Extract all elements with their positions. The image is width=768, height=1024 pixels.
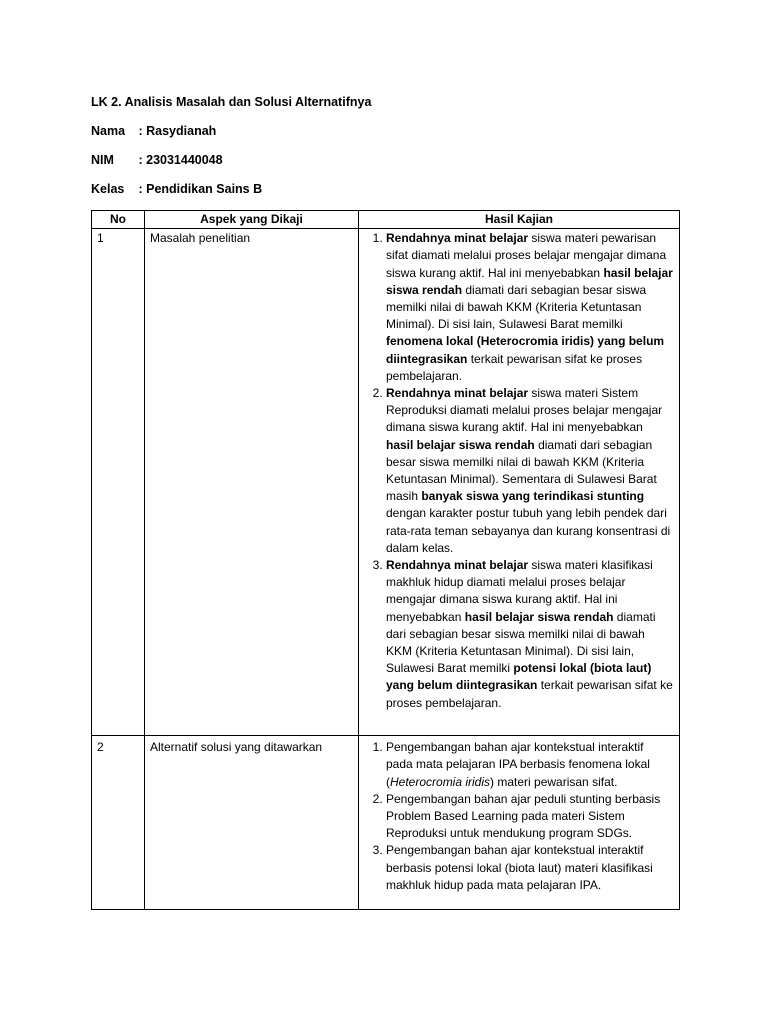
- list-item: [386, 842, 673, 894]
- bold-text: Rendahnya minat belajar: [386, 558, 529, 573]
- bold-text: banyak siswa yang terindikasi stunting: [421, 489, 645, 504]
- italic-text: Heterocromia iridis: [390, 774, 491, 789]
- field-value: : 23031440048: [138, 153, 223, 167]
- header-aspect: Aspek yang Dikaji: [145, 211, 359, 229]
- document-title: LK 2. Analisis Masalah dan Solusi Alternatifnya: [91, 95, 372, 109]
- bold-text: fenomena lokal (Heterocromia iridis) yang belum diintegrasikan: [386, 334, 665, 366]
- bold-text: hasil belajar siswa rendah: [386, 437, 535, 452]
- field-nim: [91, 153, 223, 167]
- list-item: [386, 385, 673, 557]
- field-label: Nama: [91, 124, 126, 138]
- header-no: No: [92, 211, 145, 229]
- header-result: Hasil Kajian: [359, 211, 680, 229]
- text-run: terkait pewarisan sifat ke proses pembelajaran.: [386, 678, 673, 710]
- bold-text: Rendahnya minat belajar: [386, 231, 529, 246]
- text-run: Pengembangan bahan ajar kontekstual interaktif pada mata pelajaran IPA berbasis fenomena lokal (: [386, 740, 650, 789]
- text-run: Pengembangan bahan ajar peduli stunting berbasis Problem Based Learning pada materi Sistem Reproduksi untuk mendukung program SDGs.: [386, 791, 661, 841]
- bold-text: Rendahnya minat belajar: [386, 386, 529, 401]
- text-run: diamati dari sebagian besar siswa memilki nilai di bawah KKM (Kriteria Ketuntasan Minimal). Di sisi lain, Sulawesi Barat memilki: [386, 609, 656, 676]
- bold-text: hasil belajar siswa rendah: [464, 609, 614, 624]
- text-run: ) materi pewarisan sifat.: [490, 774, 618, 789]
- list-item: [386, 739, 673, 791]
- analysis-table: [91, 210, 680, 910]
- text-run: dengan karakter postur tubuh yang lebih pendek dari rata-rata teman sebayanya dan kurang konsentrasi di dalam kelas.: [386, 506, 671, 555]
- row-result: [359, 229, 680, 736]
- text-run: siswa materi klasifikasi makhluk hidup diamati melalui proses belajar mengajar dimana siswa kurang aktif. Hal ini menyebabkan: [386, 558, 653, 624]
- text-run: diamati dari sebagian besar siswa memilki nilai di bawah KKM (Kriteria Ketuntasan Minimal). Sementara di Sulawesi Barat masih: [386, 437, 657, 504]
- list-item: [386, 230, 673, 385]
- field-value: : Pendidikan Sains B: [138, 182, 263, 196]
- result-list: [361, 230, 673, 712]
- table-header-row: [92, 211, 680, 229]
- result-list: [361, 739, 673, 894]
- row-number: 1: [92, 229, 145, 736]
- bold-text: potensi lokal (biota laut) yang belum diintegrasikan: [386, 661, 652, 693]
- field-label: NIM: [91, 153, 114, 167]
- bold-text: hasil belajar siswa rendah: [386, 265, 673, 297]
- row-aspect: Alternatif solusi yang ditawarkan: [145, 736, 359, 910]
- row-aspect: Masalah penelitian: [145, 229, 359, 736]
- field-nama: [91, 124, 216, 138]
- text-run: Pengembangan bahan ajar kontekstual interaktif berbasis potensi lokal (biota laut) materi klasifikasi makhluk hidup pada mata pelajaran IPA.: [386, 843, 653, 892]
- table-row: [92, 736, 680, 910]
- field-kelas: [91, 182, 262, 196]
- row-result: [359, 736, 680, 910]
- text-run: siswa materi Sistem Reproduksi diamati melalui proses belajar mengajar dimana siswa kurang aktif. Hal ini menyebabkan: [386, 386, 663, 435]
- field-label: Kelas: [91, 182, 125, 196]
- row-number: 2: [92, 736, 145, 910]
- text-run: siswa materi pewarisan sifat diamati melalui proses belajar mengajar dimana siswa kurang aktif. Hal ini menyebabkan: [386, 231, 667, 280]
- table-row: [92, 229, 680, 736]
- text-run: diamati dari sebagian besar siswa memilki nilai di bawah KKM (Kriteria Ketuntasan Minimal). Di sisi lain, Sulawesi Barat memilki: [386, 282, 647, 332]
- list-item: [386, 791, 673, 843]
- text-run: terkait pewarisan sifat ke proses pembelajaran.: [386, 351, 643, 383]
- list-item: [386, 557, 673, 712]
- field-value: : Rasydianah: [138, 124, 217, 138]
